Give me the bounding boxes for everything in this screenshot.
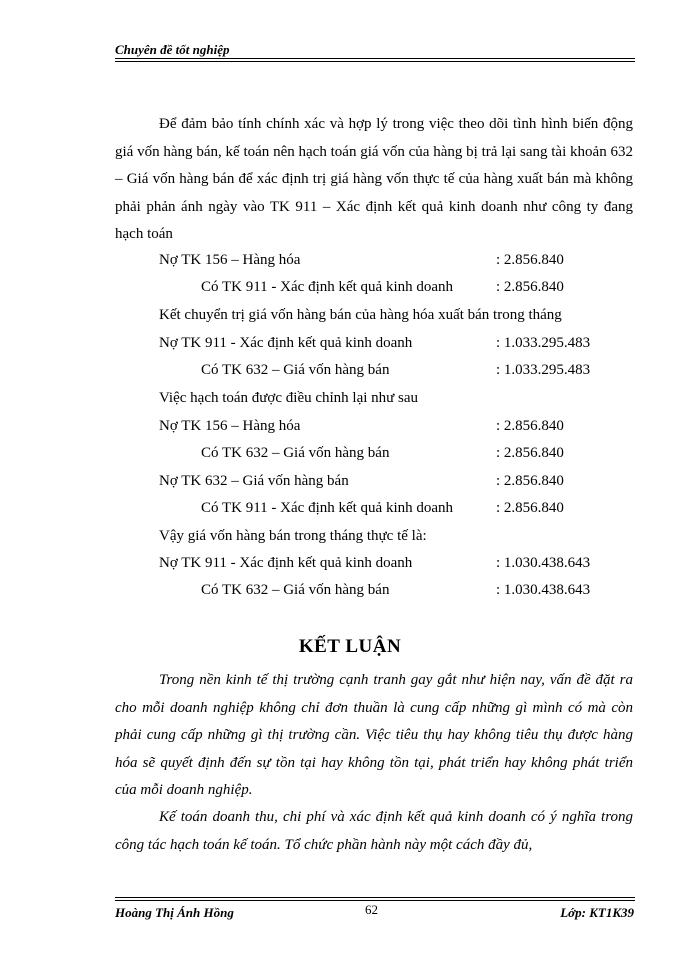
line-transfer: Kết chuyển trị giá vốn hàng bán của hàng hóa xuất bán trong tháng [159, 307, 562, 323]
header-rule-thin [115, 61, 635, 62]
entry-debit-label: Nợ TK 911 - Xác định kết quả kinh doanh [159, 335, 413, 351]
entry-debit-label: Nợ TK 911 - Xác định kết quả kinh doanh [159, 555, 413, 571]
header-title: Chuyên đề tốt nghiệp [115, 42, 230, 57]
entry-amount: : 2.856.840 [496, 252, 564, 268]
entry-credit-label: Có TK 632 – Giá vốn hàng bán [201, 362, 390, 378]
footer-rule [115, 900, 635, 901]
entry-credit-label: Có TK 632 – Giá vốn hàng bán [201, 445, 390, 461]
entry-amount: : 1.033.295.483 [496, 362, 591, 378]
line-actual: Vậy giá vốn hàng bán trong tháng thực tế là: [159, 528, 427, 544]
entry-credit-label: Có TK 911 - Xác định kết quả kinh doanh [201, 279, 454, 295]
footer-rule-thin [115, 897, 635, 898]
conclusion-paragraph-2: Kế toán doanh thu, chi phí và xác định kết quả kinh doanh có ý nghĩa trong công tác hạch toán kế toán. Tổ chức phần hành này một cách đầy đủ, [115, 809, 633, 853]
page-number: 62 [365, 902, 378, 917]
entry-amount: : 2.856.840 [496, 500, 564, 516]
entry-amount: : 2.856.840 [496, 445, 564, 461]
entry-amount: : 1.030.438.643 [496, 582, 591, 598]
entry-debit-label: Nợ TK 632 – Giá vốn hàng bán [159, 473, 349, 489]
footer-author: Hoàng Thị Ánh Hồng [115, 905, 234, 920]
footer-class: Lớp: KT1K39 [560, 905, 634, 920]
intro-paragraph: Để đảm bảo tính chính xác và hợp lý trong việc theo dõi tình hình biến động giá vốn hàng bán, kế toán nên hạch toán giá vốn của hàng bị trả lại sang tài khoản 632 – Giá vốn hàng bán để xác định trị giá hàng vốn thực tế của hàng xuất bán mà không phải phản ánh ngày vào TK 911 – Xác định kết quả kinh doanh như công ty đang hạch toán [115, 116, 633, 242]
entry-amount: : 2.856.840 [496, 418, 564, 434]
entry-amount: : 2.856.840 [496, 279, 564, 295]
conclusion-heading: KẾT LUẬN [298, 636, 402, 657]
header-rule [115, 58, 635, 59]
entry-credit-label: Có TK 911 - Xác định kết quả kinh doanh [201, 500, 454, 516]
entry-debit-label: Nợ TK 156 – Hàng hóa [159, 418, 301, 434]
entry-amount: : 1.033.295.483 [496, 335, 591, 351]
conclusion-paragraph-1: Trong nền kinh tế thị trường cạnh tranh gay gắt như hiện nay, vấn đề đặt ra cho mỗi doanh nghiệp không chỉ đơn thuần là cung cấp những gì mình có mà còn phải cung cấp những gì thị trường cần. Việc tiêu thụ hay không tiêu thụ được hàng hóa sẽ quyết định đến sự tồn tại hay không tồn tại, phát triển hay không phát triển của mỗi doanh nghiệp. [115, 672, 633, 798]
entry-credit-label: Có TK 632 – Giá vốn hàng bán [201, 582, 390, 598]
entry-debit-label: Nợ TK 156 – Hàng hóa [159, 252, 301, 268]
line-adjust: Việc hạch toán được điều chỉnh lại như sau [159, 390, 419, 406]
entry-amount: : 2.856.840 [496, 473, 564, 489]
entry-amount: : 1.030.438.643 [496, 555, 591, 571]
